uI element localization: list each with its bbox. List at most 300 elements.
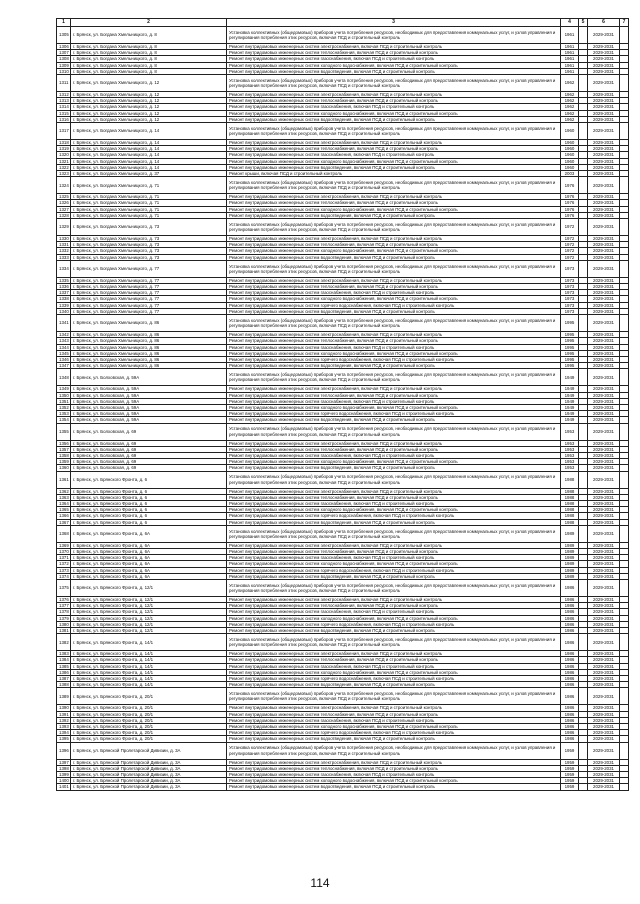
work-type-cell: Ремонт внутридомовых инженерных систем горячего водоснабжения, включая ПСД и строительный контроль bbox=[227, 513, 561, 519]
row-number-cell: 1373 bbox=[57, 567, 71, 573]
period-cell: 2029-2031 bbox=[588, 765, 620, 771]
period-cell: 2029-2031 bbox=[588, 27, 620, 44]
address-cell: г. Брянск, ул. Брянского Фронта, д. 6А bbox=[71, 548, 227, 554]
address-cell: г. Брянск, ул. Брянского Фронта, д. 12/1 bbox=[71, 609, 227, 615]
row-number-cell: 1369 bbox=[57, 542, 71, 548]
header-cell-7: 7 bbox=[620, 19, 629, 27]
year-cell: 1960 bbox=[561, 152, 579, 158]
period-cell: 2029-2031 bbox=[588, 628, 620, 634]
address-cell: г. Брянск, ул. Брянского Фронта, д. 20/1 bbox=[71, 705, 227, 711]
year-cell: 1976 bbox=[561, 200, 579, 206]
address-cell: г. Брянск, ул. Богдана Хмельницкого, д. 12 bbox=[71, 75, 227, 92]
row-number-cell: 1336 bbox=[57, 284, 71, 290]
year-cell: 1986 bbox=[561, 730, 579, 736]
period-cell: 2029-2031 bbox=[588, 724, 620, 730]
row-number-cell: 1320 bbox=[57, 152, 71, 158]
empty-cell-7 bbox=[620, 634, 629, 651]
address-cell: г. Брянск, ул. Богдана Хмельницкого, д. 86 bbox=[71, 344, 227, 350]
row-number-cell: 1316 bbox=[57, 116, 71, 122]
period-cell: 2029-2031 bbox=[588, 609, 620, 615]
period-cell: 2029-2031 bbox=[588, 676, 620, 682]
work-type-cell: Ремонт внутридомовых инженерных систем электроснабжения, включая ПСД и строительный контроль bbox=[227, 651, 561, 657]
work-type-cell: Ремонт внутридомовых инженерных систем водоотведения, включая ПСД и строительный контроль bbox=[227, 212, 561, 218]
address-cell: г. Брянск, ул. Брянского Фронта, д. 14/1 bbox=[71, 676, 227, 682]
year-cell: 1949 bbox=[561, 411, 579, 417]
year-cell: 1976 bbox=[561, 206, 579, 212]
header-row bbox=[57, 19, 629, 27]
year-cell: 1962 bbox=[561, 110, 579, 116]
row-number-cell: 1394 bbox=[57, 730, 71, 736]
work-type-cell: Ремонт внутридомовых инженерных систем электроснабжения, включая ПСД и строительный контроль bbox=[227, 194, 561, 200]
year-cell: 1960 bbox=[561, 123, 579, 140]
period-cell: 2029-2031 bbox=[588, 308, 620, 314]
address-cell: г. Брянск, ул. Болховская, д. 59А bbox=[71, 398, 227, 404]
work-type-cell: Ремонт внутридомовых инженерных систем теплоснабжения, включая ПСД и строительный контроль bbox=[227, 200, 561, 206]
row-number-cell: 1395 bbox=[57, 736, 71, 742]
year-cell: 1962 bbox=[561, 104, 579, 110]
period-cell: 2029-2031 bbox=[588, 177, 620, 194]
work-type-cell: Ремонт внутридомовых инженерных систем водоотведения, включая ПСД и строительный контроль bbox=[227, 628, 561, 634]
row-number-cell: 1308 bbox=[57, 56, 71, 62]
address-cell: г. Брянск, ул. Богдана Хмельницкого, д. 8 bbox=[71, 68, 227, 74]
table-row bbox=[57, 219, 629, 236]
empty-cell-5 bbox=[579, 423, 588, 440]
address-cell: г. Брянск, ул. Брянского Фронта, д. 6 bbox=[71, 488, 227, 494]
address-cell: г. Брянск, ул. Брянского Фронта, д. 20/1 bbox=[71, 736, 227, 742]
work-type-cell: Ремонт внутридомовых инженерных систем электроснабжения, включая ПСД и строительный контроль bbox=[227, 488, 561, 494]
address-cell: г. Брянск, ул. Богдана Хмельницкого, д. 86 bbox=[71, 315, 227, 332]
period-cell: 2029-2031 bbox=[588, 459, 620, 465]
row-number-cell: 1367 bbox=[57, 519, 71, 525]
period-cell: 2029-2031 bbox=[588, 110, 620, 116]
period-cell: 2029-2031 bbox=[588, 621, 620, 627]
address-cell: г. Брянск, ул. Брянского Фронта, д. 6А bbox=[71, 555, 227, 561]
work-type-cell: Ремонт внутридомовых инженерных систем водоотведения, включая ПСД и строительный контроль bbox=[227, 308, 561, 314]
address-cell: г. Брянск, ул. Брянского Фронта, д. 14/1 bbox=[71, 682, 227, 688]
page-number: 114 bbox=[310, 876, 330, 890]
year-cell: 1988 bbox=[561, 471, 579, 488]
year-cell: 1988 bbox=[561, 488, 579, 494]
period-cell: 2029-2031 bbox=[588, 194, 620, 200]
work-type-cell: Ремонт внутридомовых инженерных систем горячего водоснабжения, включая ПСД и строительный контроль bbox=[227, 567, 561, 573]
address-cell: г. Брянск, ул. Богдана Хмельницкого, д. 12 bbox=[71, 110, 227, 116]
period-cell: 2029-2031 bbox=[588, 123, 620, 140]
address-cell: г. Брянск, ул. Богдана Хмельницкого, д. 71 bbox=[71, 212, 227, 218]
address-cell: г. Брянск, ул. Богдана Хмельницкого, д. 12 bbox=[71, 92, 227, 98]
row-number-cell: 1354 bbox=[57, 417, 71, 423]
year-cell: 1989 bbox=[561, 567, 579, 573]
year-cell: 1960 bbox=[561, 164, 579, 170]
year-cell: 1986 bbox=[561, 628, 579, 634]
row-number-cell: 1345 bbox=[57, 350, 71, 356]
period-cell: 2029-2031 bbox=[588, 219, 620, 236]
table-row bbox=[57, 634, 629, 651]
work-type-cell: Ремонт внутридомовых инженерных систем теплоснабжения, включая ПСД и строительный контроль bbox=[227, 548, 561, 554]
year-cell: 1953 bbox=[561, 446, 579, 452]
address-cell: г. Брянск, ул. Брянского Фронта, д. 20/1 bbox=[71, 711, 227, 717]
table-row bbox=[57, 525, 629, 542]
work-type-cell: Ремонт внутридомовых инженерных систем холодного водоснабжения, включая ПСД и строительный контроль bbox=[227, 561, 561, 567]
row-number-cell: 1331 bbox=[57, 242, 71, 248]
work-type-cell: Ремонт внутридомовых инженерных систем водоотведения, включая ПСД и строительный контроль bbox=[227, 519, 561, 525]
work-type-cell: Ремонт внутридомовых инженерных систем газоснабжения, включая ПСД и строительный контроль bbox=[227, 609, 561, 615]
work-type-cell: Ремонт внутридомовых инженерных систем горячего водоснабжения, включая ПСД и строительный контроль bbox=[227, 621, 561, 627]
year-cell: 1953 bbox=[561, 440, 579, 446]
work-type-cell: Ремонт внутридомовых инженерных систем горячего водоснабжения, включая ПСД и строительный контроль bbox=[227, 356, 561, 362]
row-number-cell: 1355 bbox=[57, 423, 71, 440]
work-type-cell: Ремонт внутридомовых инженерных систем водоотведения, включая ПСД и строительный контроль bbox=[227, 164, 561, 170]
row-number-cell: 1393 bbox=[57, 724, 71, 730]
address-cell: г. Брянск, ул. Болховская, д. 59А bbox=[71, 417, 227, 423]
work-type-cell: Ремонт внутридомовых инженерных систем электроснабжения, включая ПСД и строительный контроль bbox=[227, 440, 561, 446]
year-cell: 1986 bbox=[561, 634, 579, 651]
address-cell: г. Брянск, ул. Богдана Хмельницкого, д. 12 bbox=[71, 104, 227, 110]
row-number-cell: 1361 bbox=[57, 471, 71, 488]
year-cell: 1949 bbox=[561, 417, 579, 423]
period-cell: 2029-2031 bbox=[588, 682, 620, 688]
address-cell: г. Брянск, ул. Брянского Фронта, д. 12/1 bbox=[71, 628, 227, 634]
address-cell: г. Брянск, ул. Брянского Фронта, д. 6 bbox=[71, 513, 227, 519]
row-number-cell: 1334 bbox=[57, 260, 71, 277]
year-cell: 1986 bbox=[561, 596, 579, 602]
address-cell: г. Брянск, ул. Брянского Фронта, д. 20/1 bbox=[71, 717, 227, 723]
address-cell: г. Брянск, ул. Брянского Фронта, д. 6 bbox=[71, 494, 227, 500]
row-number-cell: 1312 bbox=[57, 92, 71, 98]
year-cell: 1986 bbox=[561, 609, 579, 615]
empty-cell-7 bbox=[620, 219, 629, 236]
address-cell: г. Брянск, ул. Болховская, д. 59А bbox=[71, 392, 227, 398]
address-cell: г. Брянск, ул. Брянского Фронта, д. 12/1 bbox=[71, 621, 227, 627]
row-number-cell: 1385 bbox=[57, 663, 71, 669]
work-type-cell: Ремонт внутридомовых инженерных систем водоотведения, включая ПСД и строительный контроль bbox=[227, 417, 561, 423]
year-cell: 1972 bbox=[561, 248, 579, 254]
period-cell: 2029-2031 bbox=[588, 50, 620, 56]
work-type-cell: Ремонт внутридомовых инженерных систем газоснабжения, включая ПСД и строительный контроль bbox=[227, 344, 561, 350]
work-type-cell: Ремонт внутридомовых инженерных систем холодного водоснабжения, включая ПСД и строительный контроль bbox=[227, 62, 561, 68]
year-cell: 2003 bbox=[561, 171, 579, 177]
address-cell: г. Брянск, ул. Богдана Хмельницкого, д. 71 bbox=[71, 194, 227, 200]
period-cell: 2029-2031 bbox=[588, 206, 620, 212]
empty-cell-5 bbox=[579, 688, 588, 705]
address-cell: г. Брянск, ул. Богдана Хмельницкого, д. 86 bbox=[71, 363, 227, 369]
table-row bbox=[57, 579, 629, 596]
work-type-cell: Ремонт внутридомовых инженерных систем холодного водоснабжения, включая ПСД и строительный контроль bbox=[227, 350, 561, 356]
year-cell: 1959 bbox=[561, 765, 579, 771]
row-number-cell: 1382 bbox=[57, 634, 71, 651]
period-cell: 2029-2031 bbox=[588, 742, 620, 759]
header-cell-1: 1 bbox=[57, 19, 71, 27]
row-number-cell: 1311 bbox=[57, 75, 71, 92]
period-cell: 2029-2031 bbox=[588, 417, 620, 423]
empty-cell-5 bbox=[579, 260, 588, 277]
row-number-cell: 1328 bbox=[57, 212, 71, 218]
row-number-cell: 1398 bbox=[57, 765, 71, 771]
period-cell: 2029-2031 bbox=[588, 302, 620, 308]
work-type-cell: Ремонт внутридомовых инженерных систем газоснабжения, включая ПСД и строительный контроль bbox=[227, 398, 561, 404]
row-number-cell: 1315 bbox=[57, 110, 71, 116]
row-number-cell: 1383 bbox=[57, 651, 71, 657]
work-type-cell: Ремонт внутридомовых инженерных систем газоснабжения, включая ПСД и строительный контроль bbox=[227, 500, 561, 506]
period-cell: 2029-2031 bbox=[588, 778, 620, 784]
row-number-cell: 1374 bbox=[57, 573, 71, 579]
year-cell: 1986 bbox=[561, 688, 579, 705]
row-number-cell: 1324 bbox=[57, 177, 71, 194]
table-row bbox=[57, 784, 629, 790]
year-cell: 1988 bbox=[561, 507, 579, 513]
row-number-cell: 1344 bbox=[57, 344, 71, 350]
row-number-cell: 1380 bbox=[57, 621, 71, 627]
period-cell: 2029-2031 bbox=[588, 62, 620, 68]
year-cell: 1986 bbox=[561, 669, 579, 675]
row-number-cell: 1363 bbox=[57, 494, 71, 500]
empty-cell-5 bbox=[579, 315, 588, 332]
work-type-cell: Ремонт внутридомовых инженерных систем водоотведения, включая ПСД и строительный контроль bbox=[227, 682, 561, 688]
period-cell: 2029-2031 bbox=[588, 688, 620, 705]
year-cell: 1989 bbox=[561, 555, 579, 561]
address-cell: г. Брянск, ул. Брянского Фронта, д. 14/1 bbox=[71, 663, 227, 669]
address-cell: г. Брянск, ул. Болховская, д. 69 bbox=[71, 465, 227, 471]
row-number-cell: 1401 bbox=[57, 784, 71, 790]
period-cell: 2029-2031 bbox=[588, 573, 620, 579]
work-type-cell: Установка коллективных (общедомовых) приборов учета потребления ресурсов, необходимых для предоставления коммунальных услуг, и узлов управления и регулирования потребления этих ресурсов, включая ПСД и строительный контроль bbox=[227, 369, 561, 386]
address-cell: г. Брянск, ул. Богдана Хмельницкого, д. 71 bbox=[71, 200, 227, 206]
address-cell: г. Брянск, ул. Богдана Хмельницкого, д. 8 bbox=[71, 27, 227, 44]
row-number-cell: 1386 bbox=[57, 669, 71, 675]
address-cell: г. Брянск, ул. Брянского Фронта, д. 6А bbox=[71, 542, 227, 548]
year-cell: 1989 bbox=[561, 548, 579, 554]
period-cell: 2029-2031 bbox=[588, 471, 620, 488]
work-type-cell: Ремонт внутридомовых инженерных систем холодного водоснабжения, включая ПСД и строительный контроль bbox=[227, 459, 561, 465]
empty-cell-7 bbox=[620, 784, 629, 790]
period-cell: 2029-2031 bbox=[588, 548, 620, 554]
row-number-cell: 1372 bbox=[57, 561, 71, 567]
period-cell: 2029-2031 bbox=[588, 363, 620, 369]
period-cell: 2029-2031 bbox=[588, 596, 620, 602]
period-cell: 2029-2031 bbox=[588, 663, 620, 669]
row-number-cell: 1384 bbox=[57, 657, 71, 663]
work-type-cell: Установка коллективных (общедомовых) приборов учета потребления ресурсов, необходимых для предоставления коммунальных услуг, и узлов управления и регулирования потребления этих ресурсов, включая ПСД и строительный контроль bbox=[227, 177, 561, 194]
row-number-cell: 1356 bbox=[57, 440, 71, 446]
work-type-cell: Ремонт внутридомовых инженерных систем теплоснабжения, включая ПСД и строительный контроль bbox=[227, 711, 561, 717]
period-cell: 2029-2031 bbox=[588, 332, 620, 338]
year-cell: 1962 bbox=[561, 92, 579, 98]
work-type-cell: Ремонт внутридомовых инженерных систем теплоснабжения, включая ПСД и строительный контроль bbox=[227, 657, 561, 663]
work-type-cell: Ремонт внутридомовых инженерных систем теплоснабжения, включая ПСД и строительный контроль bbox=[227, 446, 561, 452]
year-cell: 1953 bbox=[561, 452, 579, 458]
address-cell: г. Брянск, ул. Болховская, д. 69 bbox=[71, 440, 227, 446]
table-row bbox=[57, 471, 629, 488]
empty-cell-5 bbox=[579, 634, 588, 651]
period-cell: 2029-2031 bbox=[588, 772, 620, 778]
row-number-cell: 1329 bbox=[57, 219, 71, 236]
empty-cell-7 bbox=[620, 579, 629, 596]
work-type-cell: Ремонт внутридомовых инженерных систем теплоснабжения, включая ПСД и строительный контроль bbox=[227, 146, 561, 152]
row-number-cell: 1322 bbox=[57, 164, 71, 170]
empty-cell-5 bbox=[579, 369, 588, 386]
year-cell: 1972 bbox=[561, 219, 579, 236]
row-number-cell: 1313 bbox=[57, 98, 71, 104]
year-cell: 1961 bbox=[561, 56, 579, 62]
row-number-cell: 1351 bbox=[57, 398, 71, 404]
period-cell: 2029-2031 bbox=[588, 657, 620, 663]
empty-cell-7 bbox=[620, 742, 629, 759]
capital-repair-table bbox=[56, 18, 629, 791]
year-cell: 1959 bbox=[561, 742, 579, 759]
year-cell: 1973 bbox=[561, 290, 579, 296]
period-cell: 2029-2031 bbox=[588, 494, 620, 500]
period-cell: 2029-2031 bbox=[588, 296, 620, 302]
row-number-cell: 1352 bbox=[57, 404, 71, 410]
table-row bbox=[57, 260, 629, 277]
empty-cell-5 bbox=[579, 784, 588, 790]
period-cell: 2029-2031 bbox=[588, 542, 620, 548]
row-number-cell: 1353 bbox=[57, 411, 71, 417]
header-cell-5: 5 bbox=[579, 19, 588, 27]
row-number-cell: 1332 bbox=[57, 248, 71, 254]
row-number-cell: 1310 bbox=[57, 68, 71, 74]
empty-cell-7 bbox=[620, 177, 629, 194]
empty-cell-5 bbox=[579, 177, 588, 194]
row-number-cell: 1379 bbox=[57, 615, 71, 621]
work-type-cell: Ремонт внутридомовых инженерных систем электроснабжения, включая ПСД и строительный контроль bbox=[227, 332, 561, 338]
empty-cell-7 bbox=[620, 688, 629, 705]
row-number-cell: 1335 bbox=[57, 277, 71, 283]
row-number-cell: 1365 bbox=[57, 507, 71, 513]
period-cell: 2029-2031 bbox=[588, 603, 620, 609]
work-type-cell: Ремонт внутридомовых инженерных систем теплоснабжения, включая ПСД и строительный контроль bbox=[227, 98, 561, 104]
year-cell: 1961 bbox=[561, 62, 579, 68]
row-number-cell: 1366 bbox=[57, 513, 71, 519]
period-cell: 2029-2031 bbox=[588, 488, 620, 494]
row-number-cell: 1338 bbox=[57, 296, 71, 302]
row-number-cell: 1375 bbox=[57, 579, 71, 596]
period-cell: 2029-2031 bbox=[588, 717, 620, 723]
row-number-cell: 1314 bbox=[57, 104, 71, 110]
work-type-cell: Ремонт внутридомовых инженерных систем электроснабжения, включая ПСД и строительный контроль bbox=[227, 140, 561, 146]
row-number-cell: 1305 bbox=[57, 27, 71, 44]
address-cell: г. Брянск, ул. Брянского Фронта, д. 6А bbox=[71, 567, 227, 573]
row-number-cell: 1347 bbox=[57, 363, 71, 369]
period-cell: 2029-2031 bbox=[588, 500, 620, 506]
year-cell: 1986 bbox=[561, 657, 579, 663]
period-cell: 2029-2031 bbox=[588, 315, 620, 332]
empty-cell-5 bbox=[579, 75, 588, 92]
row-number-cell: 1371 bbox=[57, 555, 71, 561]
period-cell: 2029-2031 bbox=[588, 525, 620, 542]
address-cell: г. Брянск, ул. Богдана Хмельницкого, д. 14 bbox=[71, 152, 227, 158]
empty-cell-7 bbox=[620, 471, 629, 488]
address-cell: г. Брянск, ул. Брянского Фронта, д. 14/1 bbox=[71, 651, 227, 657]
row-number-cell: 1323 bbox=[57, 171, 71, 177]
row-number-cell: 1357 bbox=[57, 446, 71, 452]
address-cell: г. Брянск, ул. Брянского Фронта, д. 6А bbox=[71, 573, 227, 579]
work-type-cell: Ремонт внутридомовых инженерных систем газоснабжения, включая ПСД и строительный контроль bbox=[227, 772, 561, 778]
address-cell: г. Брянск, ул. Богдана Хмельницкого, д. 73 bbox=[71, 236, 227, 242]
row-number-cell: 1340 bbox=[57, 308, 71, 314]
table-body bbox=[57, 27, 629, 791]
year-cell: 1995 bbox=[561, 344, 579, 350]
work-type-cell: Ремонт внутридомовых инженерных систем электроснабжения, включая ПСД и строительный контроль bbox=[227, 596, 561, 602]
period-cell: 2029-2031 bbox=[588, 164, 620, 170]
year-cell: 1988 bbox=[561, 513, 579, 519]
program-table-sheet bbox=[56, 18, 628, 791]
row-number-cell: 1400 bbox=[57, 778, 71, 784]
address-cell: г. Брянск, ул. Брянского Фронта, д. 6А bbox=[71, 561, 227, 567]
year-cell: 1953 bbox=[561, 465, 579, 471]
address-cell: г. Брянск, ул. Брянской Пролетарской Дивизии, д. 3А bbox=[71, 759, 227, 765]
address-cell: г. Брянск, ул. Брянской Пролетарской Дивизии, д. 3А bbox=[71, 772, 227, 778]
period-cell: 2029-2031 bbox=[588, 140, 620, 146]
year-cell: 1960 bbox=[561, 146, 579, 152]
year-cell: 1961 bbox=[561, 68, 579, 74]
period-cell: 2029-2031 bbox=[588, 92, 620, 98]
row-number-cell: 1325 bbox=[57, 194, 71, 200]
address-cell: г. Брянск, ул. Богдана Хмельницкого, д. 73 bbox=[71, 242, 227, 248]
address-cell: г. Брянск, ул. Брянского Фронта, д. 12/1 bbox=[71, 603, 227, 609]
year-cell: 1988 bbox=[561, 500, 579, 506]
address-cell: г. Брянск, ул. Брянской Пролетарской Дивизии, д. 3А bbox=[71, 778, 227, 784]
address-cell: г. Брянск, ул. Брянского Фронта, д. 6 bbox=[71, 507, 227, 513]
period-cell: 2029-2031 bbox=[588, 784, 620, 790]
period-cell: 2029-2031 bbox=[588, 290, 620, 296]
period-cell: 2029-2031 bbox=[588, 356, 620, 362]
address-cell: г. Брянск, ул. Богдана Хмельницкого, д. 86 bbox=[71, 332, 227, 338]
row-number-cell: 1343 bbox=[57, 338, 71, 344]
year-cell: 1976 bbox=[561, 177, 579, 194]
period-cell: 2029-2031 bbox=[588, 284, 620, 290]
work-type-cell: Ремонт внутридомовых инженерных систем холодного водоснабжения, включая ПСД и строительный контроль bbox=[227, 724, 561, 730]
year-cell: 1961 bbox=[561, 50, 579, 56]
table-row bbox=[57, 742, 629, 759]
year-cell: 1949 bbox=[561, 386, 579, 392]
row-number-cell: 1341 bbox=[57, 315, 71, 332]
year-cell: 1988 bbox=[561, 494, 579, 500]
period-cell: 2029-2031 bbox=[588, 404, 620, 410]
year-cell: 1972 bbox=[561, 254, 579, 260]
header-cell-3: 3 bbox=[227, 19, 561, 27]
address-cell: г. Брянск, ул. Брянского Фронта, д. 12/1 bbox=[71, 596, 227, 602]
row-number-cell: 1333 bbox=[57, 254, 71, 260]
period-cell: 2029-2031 bbox=[588, 730, 620, 736]
year-cell: 1961 bbox=[561, 44, 579, 50]
period-cell: 2029-2031 bbox=[588, 392, 620, 398]
address-cell: г. Брянск, ул. Болховская, д. 59А bbox=[71, 404, 227, 410]
year-cell: 1995 bbox=[561, 315, 579, 332]
empty-cell-5 bbox=[579, 219, 588, 236]
period-cell: 2029-2031 bbox=[588, 561, 620, 567]
address-cell: г. Брянск, ул. Богдана Хмельницкого, д. 14 bbox=[71, 123, 227, 140]
year-cell: 1972 bbox=[561, 236, 579, 242]
year-cell: 1989 bbox=[561, 561, 579, 567]
row-number-cell: 1359 bbox=[57, 459, 71, 465]
work-type-cell: Ремонт внутридомовых инженерных систем холодного водоснабжения, включая ПСД и строительный контроль bbox=[227, 296, 561, 302]
row-number-cell: 1399 bbox=[57, 772, 71, 778]
work-type-cell: Ремонт внутридомовых инженерных систем водоотведения, включая ПСД и строительный контроль bbox=[227, 363, 561, 369]
row-number-cell: 1342 bbox=[57, 332, 71, 338]
address-cell: г. Брянск, ул. Брянского Фронта, д. 14/1 bbox=[71, 634, 227, 651]
table-row bbox=[57, 688, 629, 705]
work-type-cell: Ремонт внутридомовых инженерных систем холодного водоснабжения, включая ПСД и строительный контроль bbox=[227, 158, 561, 164]
table-row bbox=[57, 369, 629, 386]
row-number-cell: 1327 bbox=[57, 206, 71, 212]
work-type-cell: Ремонт внутридомовых инженерных систем теплоснабжения, включая ПСД и строительный контроль bbox=[227, 284, 561, 290]
row-number-cell: 1381 bbox=[57, 628, 71, 634]
work-type-cell: Ремонт внутридомовых инженерных систем горячего водоснабжения, включая ПСД и строительный контроль bbox=[227, 730, 561, 736]
address-cell: г. Брянск, ул. Богдана Хмельницкого, д. 14 bbox=[71, 146, 227, 152]
period-cell: 2029-2031 bbox=[588, 260, 620, 277]
row-number-cell: 1362 bbox=[57, 488, 71, 494]
row-number-cell: 1370 bbox=[57, 548, 71, 554]
